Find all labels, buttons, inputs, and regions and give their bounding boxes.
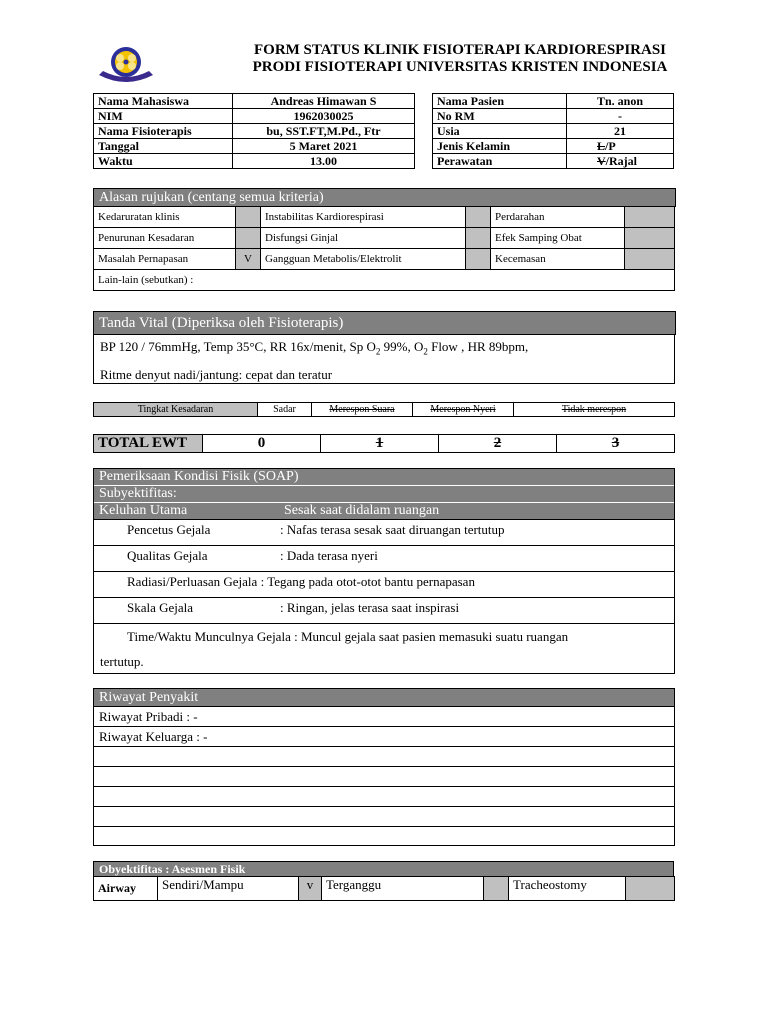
consciousness-label: Tingkat Kesadaran bbox=[94, 403, 258, 417]
item-value: : Nafas terasa sesak saat diruangan tertutup bbox=[280, 522, 505, 537]
table-row bbox=[433, 154, 674, 169]
header-subtitle: PRODI FISIOTERAPI UNIVERSITAS KRISTEN INDONESIA bbox=[252, 59, 668, 75]
riwayat-title: Riwayat Penyakit bbox=[94, 689, 674, 706]
info-value: - bbox=[567, 109, 674, 124]
airway-label: Airway bbox=[94, 877, 158, 901]
gender-struck: L bbox=[597, 139, 606, 153]
criteria-label: Instabilitas Kardiorespirasi bbox=[261, 207, 466, 228]
table-row bbox=[94, 435, 675, 453]
empty-row[interactable] bbox=[94, 746, 674, 766]
info-label: Nama Pasien bbox=[433, 94, 567, 109]
vital-text-c: Flow , HR 89bpm, bbox=[427, 339, 529, 354]
info-label: Tanggal bbox=[94, 139, 233, 154]
other-reason: Lain-lain (sebutkan) : bbox=[94, 270, 675, 291]
empty-row[interactable] bbox=[94, 766, 674, 786]
table-row bbox=[94, 207, 675, 228]
consciousness-table bbox=[93, 402, 675, 417]
ewt-label: TOTAL EWT bbox=[94, 435, 203, 453]
list-item bbox=[94, 545, 674, 571]
info-value: 21 bbox=[567, 124, 674, 139]
item-value: : Ringan, jelas terasa saat inspirasi bbox=[280, 600, 460, 615]
subscript: 2 bbox=[375, 346, 381, 357]
criteria-checkbox[interactable] bbox=[625, 228, 675, 249]
option-tidak[interactable]: Tidak merespon bbox=[514, 403, 675, 417]
info-value: 5 Maret 2021 bbox=[233, 139, 415, 154]
list-item bbox=[94, 571, 674, 597]
vital-title: Tanda Vital (Diperiksa oleh Fisioterapis) bbox=[93, 311, 676, 335]
patient-info-table bbox=[432, 93, 674, 169]
airway-option-sendiri: Sendiri/Mampu bbox=[158, 877, 299, 901]
criteria-label: Efek Samping Obat bbox=[491, 228, 625, 249]
obyektif-title: Obyektifitas : Asesmen Fisik bbox=[93, 861, 674, 877]
airway-checkbox-terganggu[interactable] bbox=[484, 877, 509, 901]
keluhan-bar bbox=[94, 502, 674, 519]
criteria-checkbox[interactable] bbox=[236, 207, 261, 228]
criteria-label: Penurunan Kesadaran bbox=[94, 228, 236, 249]
table-row bbox=[94, 228, 675, 249]
list-item bbox=[94, 519, 674, 545]
table-row bbox=[94, 109, 415, 124]
riwayat-keluarga: Riwayat Keluarga : - bbox=[94, 726, 674, 746]
ewt-value-3[interactable]: 3 bbox=[557, 435, 675, 453]
criteria-label: Masalah Pernapasan bbox=[94, 249, 236, 270]
keluhan-value: Sesak saat didalam ruangan bbox=[284, 503, 440, 518]
soap-subtitle: Subyektifitas: bbox=[94, 485, 674, 502]
table-row bbox=[94, 270, 675, 291]
table-row bbox=[433, 109, 674, 124]
vital-text-a: BP 120 / 76mmHg, Temp 35°C, RR 16x/menit, Sp O bbox=[100, 339, 376, 354]
info-label: NIM bbox=[94, 109, 233, 124]
info-label: Usia bbox=[433, 124, 567, 139]
care-value bbox=[567, 154, 674, 169]
criteria-checkbox[interactable] bbox=[466, 249, 491, 270]
criteria-label: Kecemasan bbox=[491, 249, 625, 270]
item-value: : Tegang pada otot-otot bantu pernapasan bbox=[257, 574, 475, 589]
criteria-checkbox[interactable] bbox=[466, 228, 491, 249]
vital-box bbox=[93, 334, 675, 384]
option-suara[interactable]: Merespon Suara bbox=[312, 403, 413, 417]
ewt-value-2[interactable]: 2 bbox=[439, 435, 557, 453]
student-info-table bbox=[93, 93, 415, 169]
table-row bbox=[94, 124, 415, 139]
criteria-checkbox[interactable] bbox=[625, 207, 675, 228]
university-logo bbox=[95, 45, 157, 85]
item-label: Radiasi/Perluasan Gejala bbox=[127, 574, 258, 589]
info-value: Andreas Himawan S bbox=[233, 94, 415, 109]
item-label: Pencetus Gejala bbox=[127, 522, 211, 537]
item-value: : Dada terasa nyeri bbox=[280, 548, 378, 563]
info-label: Nama Fisioterapis bbox=[94, 124, 233, 139]
criteria-label: Gangguan Metabolis/Elektrolit bbox=[261, 249, 466, 270]
alasan-table bbox=[93, 206, 675, 291]
vital-line-2: Ritme denyut nadi/jantung: cepat dan teratur bbox=[100, 366, 333, 382]
criteria-label: Perdarahan bbox=[491, 207, 625, 228]
riwayat-pribadi: Riwayat Pribadi : - bbox=[94, 706, 674, 726]
riwayat-section bbox=[93, 688, 675, 846]
info-value: bu, SST.FT,M.Pd., Ftr bbox=[233, 124, 415, 139]
empty-row[interactable] bbox=[94, 786, 674, 806]
info-label: Perawatan bbox=[433, 154, 567, 169]
table-row bbox=[433, 139, 674, 154]
care-rest: /Rajal bbox=[605, 154, 638, 168]
soap-title: Pemeriksaan Kondisi Fisik (SOAP) bbox=[94, 469, 674, 485]
vital-line-1 bbox=[100, 337, 674, 362]
alasan-title: Alasan rujukan (centang semua kriteria) bbox=[93, 188, 676, 207]
header-title: FORM STATUS KLINIK FISIOTERAPI KARDIORESPIRASI bbox=[253, 42, 667, 58]
info-label: Nama Mahasiswa bbox=[94, 94, 233, 109]
criteria-label: Kedaruratan klinis bbox=[94, 207, 236, 228]
empty-row[interactable] bbox=[94, 826, 674, 845]
info-label: Waktu bbox=[94, 154, 233, 169]
info-value: Tn. anon bbox=[567, 94, 674, 109]
time-line-2: tertutup. bbox=[100, 654, 144, 669]
option-nyeri[interactable]: Merespon Nyeri bbox=[413, 403, 514, 417]
empty-row[interactable] bbox=[94, 806, 674, 826]
gender-rest: /P bbox=[605, 139, 616, 153]
criteria-label: Disfungsi Ginjal bbox=[261, 228, 466, 249]
list-item bbox=[94, 597, 674, 623]
soap-section bbox=[93, 468, 675, 674]
care-struck: V bbox=[597, 154, 606, 168]
criteria-checkbox[interactable] bbox=[466, 207, 491, 228]
keluhan-label: Keluhan Utama bbox=[99, 503, 188, 518]
table-row bbox=[94, 249, 675, 270]
table-row bbox=[433, 94, 674, 109]
airway-option-terganggu: Terganggu bbox=[322, 877, 484, 901]
info-value: 1962030025 bbox=[233, 109, 415, 124]
airway-checkbox-tracheostomy[interactable] bbox=[626, 877, 675, 901]
item-label: Skala Gejala bbox=[127, 600, 194, 615]
time-item bbox=[94, 623, 674, 673]
item-label: Qualitas Gejala bbox=[127, 548, 208, 563]
criteria-checkbox[interactable] bbox=[236, 228, 261, 249]
option-sadar[interactable]: Sadar bbox=[258, 403, 312, 417]
airway-table bbox=[93, 876, 675, 901]
info-label: No RM bbox=[433, 109, 567, 124]
gender-value bbox=[567, 139, 674, 154]
ewt-table bbox=[93, 434, 675, 453]
airway-option-tracheostomy: Tracheostomy bbox=[509, 877, 626, 901]
ewt-value-0[interactable]: 0 bbox=[203, 435, 321, 453]
ewt-value-1[interactable]: 1 bbox=[321, 435, 439, 453]
subscript: 2 bbox=[423, 346, 428, 357]
table-row bbox=[94, 139, 415, 154]
form-header bbox=[170, 42, 750, 76]
table-row bbox=[94, 94, 415, 109]
info-label: Jenis Kelamin bbox=[433, 139, 567, 154]
table-row bbox=[94, 403, 675, 417]
criteria-checkbox[interactable] bbox=[625, 249, 675, 270]
criteria-checkbox[interactable]: V bbox=[236, 249, 261, 270]
table-row bbox=[433, 124, 674, 139]
airway-checkbox-sendiri[interactable]: v bbox=[299, 877, 322, 901]
time-line-1: Time/Waktu Munculnya Gejala : Muncul gejala saat pasien memasuki suatu ruangan bbox=[127, 629, 569, 644]
table-row bbox=[94, 877, 675, 901]
table-row bbox=[94, 154, 415, 169]
info-value: 13.00 bbox=[233, 154, 415, 169]
vital-text-b: 99%, O bbox=[380, 339, 424, 354]
